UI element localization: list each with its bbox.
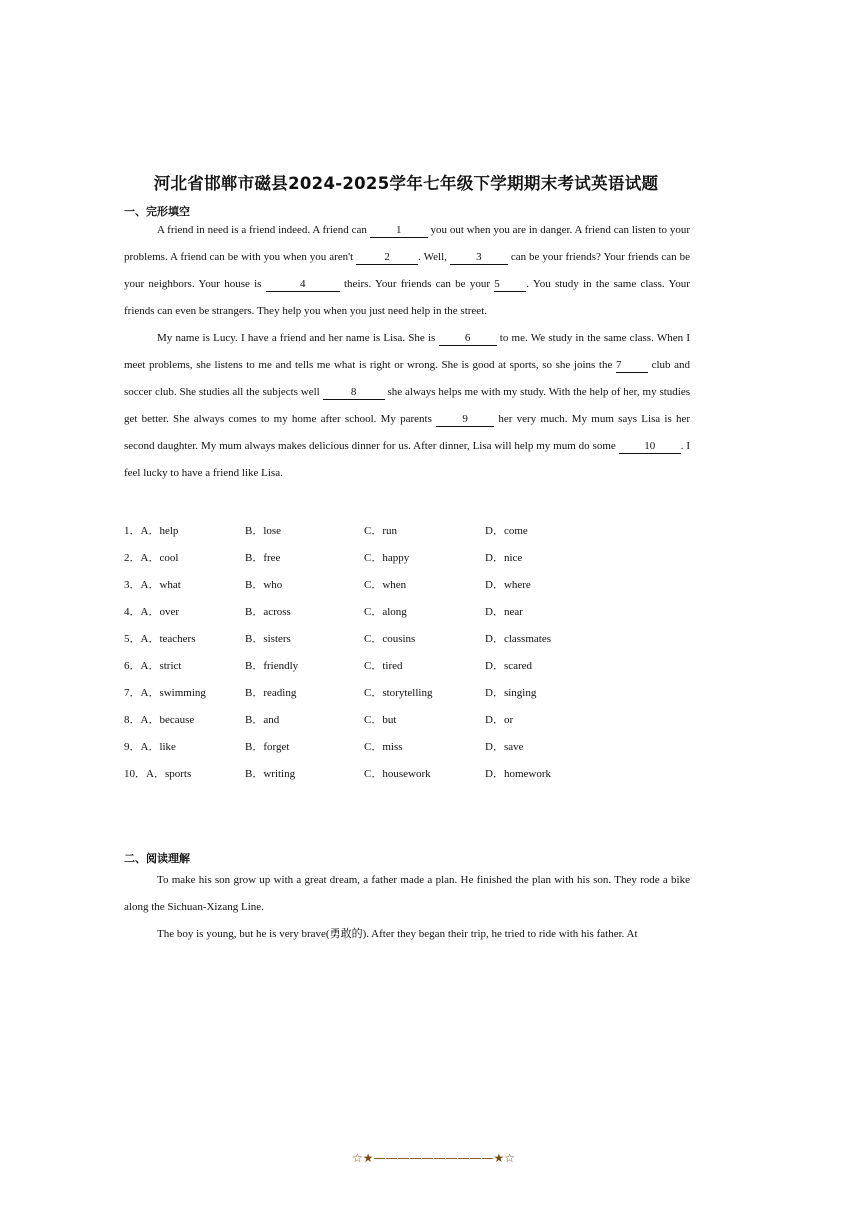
option-d: D．singing <box>485 687 537 699</box>
option-a: 1．A．help <box>124 525 179 537</box>
page-title: 河北省邯郸市磁县2024-2025学年七年级下学期期末考试英语试题 <box>153 174 659 193</box>
option-b: B．who <box>245 579 283 591</box>
option-b: B．reading <box>245 687 297 699</box>
blank-10: 10 <box>619 439 681 454</box>
question-row <box>124 652 724 679</box>
blank-7: 7 <box>616 358 648 373</box>
question-row <box>124 733 724 760</box>
question-row <box>124 571 724 598</box>
blank-4: 4 <box>266 277 340 292</box>
question-row <box>124 598 724 625</box>
option-c: C．but <box>364 714 397 726</box>
option-d: D．nice <box>485 552 523 564</box>
option-a: 6．A．strict <box>124 660 182 672</box>
option-d: D．near <box>485 606 523 618</box>
blank-6: 6 <box>439 331 497 346</box>
text-span: she always helps me with my study. With the help of her, my studies get better. She always comes to my home after school. My parents <box>124 386 690 425</box>
text-span: . I feel lucky to have a friend like Lisa. <box>124 440 690 479</box>
question-row <box>124 544 724 571</box>
blank-8: 8 <box>323 385 385 400</box>
option-b: B．sisters <box>245 633 291 645</box>
question-row <box>124 625 724 652</box>
option-b: B．across <box>245 606 291 618</box>
text-span: theirs. Your friends can be your <box>339 278 495 290</box>
text-span: A friend in need is a friend indeed. A friend can <box>157 224 370 236</box>
option-b: B．and <box>245 714 280 726</box>
reading-paragraph-2: The boy is young, but he is very brave(勇敢的). After they began their trip, he tried to ride with his father. At <box>157 928 638 940</box>
option-c: C．along <box>364 606 407 618</box>
section-heading-cloze: 一、完形填空 <box>124 205 190 218</box>
option-c: C．storytelling <box>364 687 433 699</box>
option-a: 4．A．over <box>124 606 179 618</box>
option-c: C．housework <box>364 768 431 780</box>
question-row <box>124 760 724 787</box>
option-c: C．run <box>364 525 397 537</box>
blank-1: 1 <box>370 223 428 238</box>
cloze-paragraph-1 <box>124 217 690 325</box>
page-footer-ornament: ☆★——————————★☆ <box>351 1151 516 1165</box>
option-d: D．save <box>485 741 524 753</box>
option-a: 7．A．swimming <box>124 687 206 699</box>
option-d: D．or <box>485 714 514 726</box>
option-d: D．come <box>485 525 528 537</box>
option-b: B．lose <box>245 525 282 537</box>
option-a: 10．A．sports <box>124 768 192 780</box>
text-span: to me. We study in the same class. When I meet problems, she listens to me and tells me what is right or wrong. She is good at sports, so she joins the <box>124 332 690 371</box>
option-a: 8．A．because <box>124 714 195 726</box>
option-b: B．writing <box>245 768 296 780</box>
text-span: can be your friends? Your friends can be your neighbors. Your house is <box>124 251 690 290</box>
blank-5: 5 <box>494 277 526 292</box>
option-a: 5．A．teachers <box>124 633 196 645</box>
text-span: . Well, <box>418 251 450 263</box>
text-span: . You study in the same class. Your friends can even be strangers. They help you when you just need help in the street. <box>124 278 690 317</box>
text-span: her very much. My mum says Lisa is her second daughter. My mum always makes delicious dinner for us. After dinner, Lisa will help my mum do some <box>124 413 691 452</box>
cloze-passage <box>124 217 690 487</box>
option-c: C．happy <box>364 552 410 564</box>
option-c: C．tired <box>364 660 403 672</box>
option-d: D．classmates <box>485 633 551 645</box>
option-b: B．friendly <box>245 660 299 672</box>
text-span: club and soccer club. She studies all the subjects well <box>124 359 690 398</box>
option-b: B．forget <box>245 741 290 753</box>
option-a: 9．A．like <box>124 741 176 753</box>
blank-9: 9 <box>436 412 494 427</box>
option-d: D．scared <box>485 660 533 672</box>
reading-passage <box>124 867 690 948</box>
cloze-paragraph-2 <box>124 325 690 487</box>
option-b: B．free <box>245 552 281 564</box>
option-c: C．when <box>364 579 407 591</box>
option-a: 2．A．cool <box>124 552 179 564</box>
blank-2: 2 <box>356 250 418 265</box>
text-span: My name is Lucy. I have a friend and her name is Lisa. She is <box>157 332 439 344</box>
question-row <box>124 706 724 733</box>
section-heading-reading: 二、阅读理解 <box>124 852 190 865</box>
question-row <box>124 679 724 706</box>
question-row <box>124 517 724 544</box>
blank-3: 3 <box>450 250 508 265</box>
answer-options <box>124 517 724 787</box>
option-c: C．miss <box>364 741 403 753</box>
option-d: D．where <box>485 579 531 591</box>
text-span: you out when you are in danger. A friend can listen to your problems. A friend can be with you when you aren't <box>124 224 690 263</box>
option-a: 3．A．what <box>124 579 181 591</box>
option-c: C．cousins <box>364 633 416 645</box>
option-d: D．homework <box>485 768 551 780</box>
reading-paragraph-1: To make his son grow up with a great dream, a father made a plan. He finished the plan with his son. They rode a bike along the Sichuan-Xizang Line. <box>124 874 690 913</box>
